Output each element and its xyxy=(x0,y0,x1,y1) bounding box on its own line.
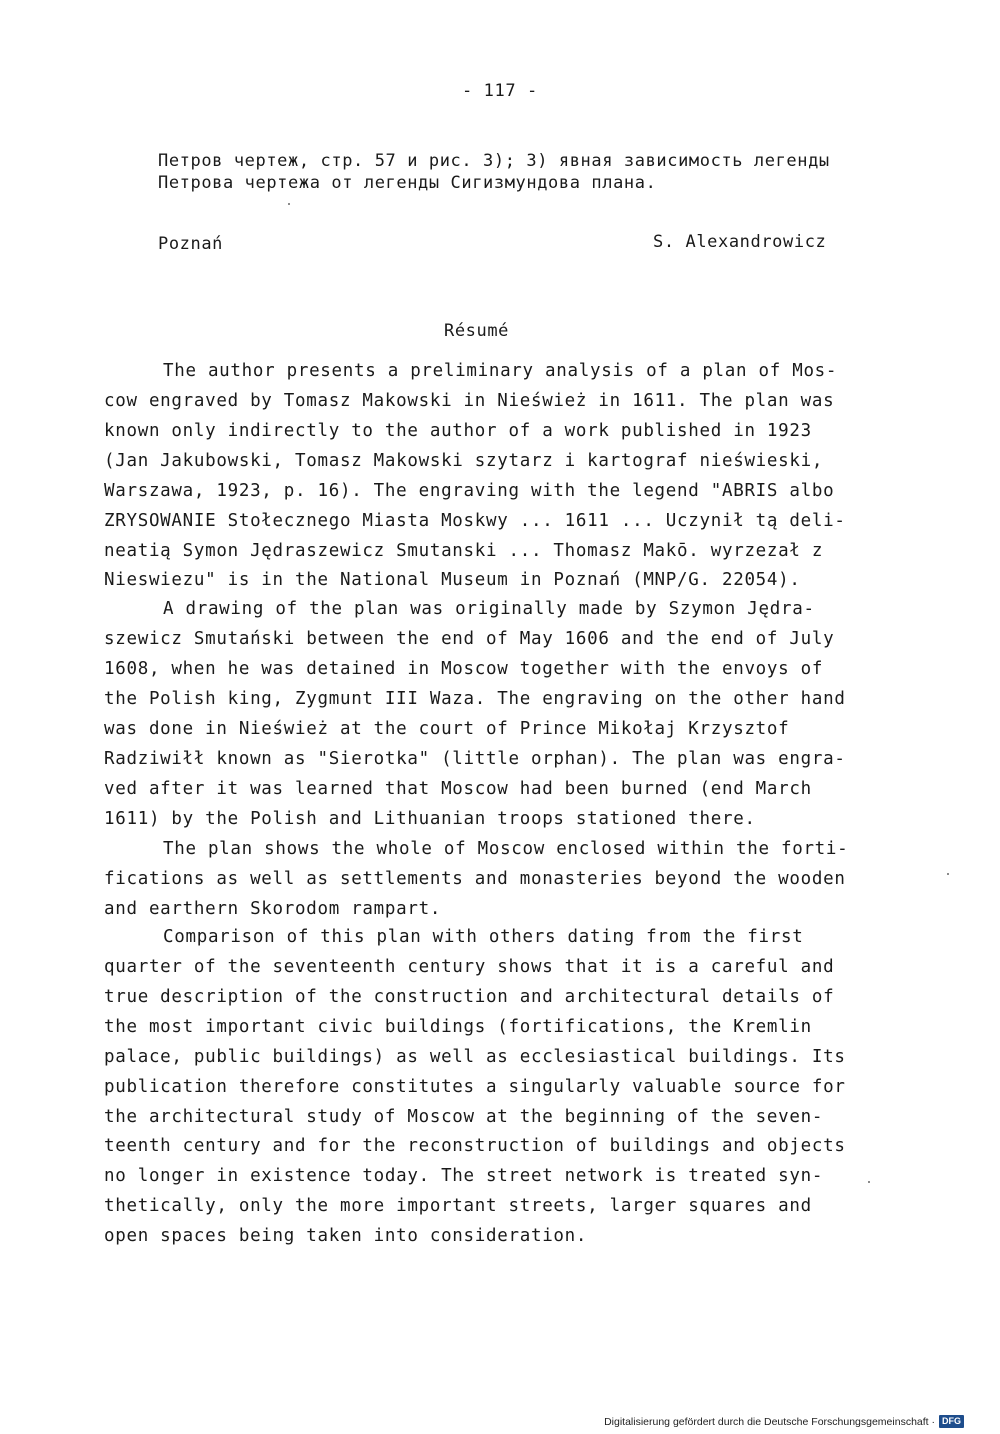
body-line: was done in Nieśwież at the court of Prince Mikołaj Krzysztof xyxy=(104,719,790,739)
body-line: thetically, only the more important streets, larger squares and xyxy=(104,1196,812,1216)
body-line: 1608, when he was detained in Moscow together with the envoys of xyxy=(104,659,824,679)
cyrillic-line-2: Петрова чертежа от легенды Сигизмундова плана. xyxy=(158,173,657,193)
body-line: cow engraved by Tomasz Makowski in Nieśwież in 1611. The plan was xyxy=(104,391,835,411)
dfg-logo-icon: DFG xyxy=(939,1415,964,1428)
body-line: fications as well as settlements and monasteries beyond the wooden xyxy=(104,869,846,889)
body-line: ZRYSOWANIE Stołecznego Miasta Moskwy ... 1611 ... Uczynił tą deli- xyxy=(104,511,846,531)
place-name: Poznań xyxy=(158,234,224,254)
body-line: Nieswiezu" is in the National Museum in Poznań (MNP/G. 22054). xyxy=(104,570,801,590)
digitization-footer xyxy=(604,1415,964,1428)
body-line: 1611) by the Polish and Lithuanian troops stationed there. xyxy=(104,809,756,829)
body-line: quarter of the seventeenth century shows that it is a careful and xyxy=(104,957,835,977)
body-line: Radziwiłł known as "Sierotka" (little orphan). The plan was engra- xyxy=(104,749,846,769)
body-line: (Jan Jakubowski, Tomasz Makowski szytarz i kartograf nieświeski, xyxy=(104,451,824,471)
body-line: Warszawa, 1923, p. 16). The engraving with the legend "ABRIS albo xyxy=(104,481,835,501)
body-line: The plan shows the whole of Moscow enclosed within the forti- xyxy=(163,839,849,859)
body-line: szewicz Smutański between the end of May 1606 and the end of July xyxy=(104,629,835,649)
body-line: A drawing of the plan was originally made by Szymon Jędra- xyxy=(163,599,815,619)
author-name: S. Alexandrowicz xyxy=(653,232,827,252)
body-line: publication therefore constitutes a singularly valuable source for xyxy=(104,1077,846,1097)
resume-title: Résumé xyxy=(444,321,510,341)
scan-speck xyxy=(288,203,290,205)
body-line: The author presents a preliminary analysis of a plan of Mos- xyxy=(163,361,838,381)
body-line: no longer in existence today. The street network is treated syn- xyxy=(104,1166,824,1186)
body-line: the Polish king, Zygmunt III Waza. The engraving on the other hand xyxy=(104,689,846,709)
page-number: - 117 - xyxy=(462,81,538,101)
body-line: open spaces being taken into consideration. xyxy=(104,1226,588,1246)
body-line: teenth century and for the reconstruction of buildings and objects xyxy=(104,1136,846,1156)
body-line: the architectural study of Moscow at the beginning of the seven- xyxy=(104,1107,824,1127)
body-line: Comparison of this plan with others dating from the first xyxy=(163,927,804,947)
body-line: the most important civic buildings (fortifications, the Kremlin xyxy=(104,1017,812,1037)
body-line: and earthern Skorodom rampart. xyxy=(104,899,442,919)
scan-speck xyxy=(868,1181,870,1183)
body-line: true description of the construction and architectural details of xyxy=(104,987,835,1007)
cyrillic-line-1: Петров чертеж, стр. 57 и рис. 3); 3) явная зависимость легенды xyxy=(158,151,830,171)
body-line: known only indirectly to the author of a work published in 1923 xyxy=(104,421,812,441)
scan-speck xyxy=(947,873,949,875)
body-line: ved after it was learned that Moscow had been burned (end March xyxy=(104,779,812,799)
footer-text: Digitalisierung gefördert durch die Deutsche Forschungsgemeinschaft · xyxy=(604,1415,935,1428)
body-line: palace, public buildings) as well as ecclesiastical buildings. Its xyxy=(104,1047,846,1067)
body-line: neatią Symon Jędraszewicz Smutanski ... Thomasz Makō. wyrzezał z xyxy=(104,541,824,561)
